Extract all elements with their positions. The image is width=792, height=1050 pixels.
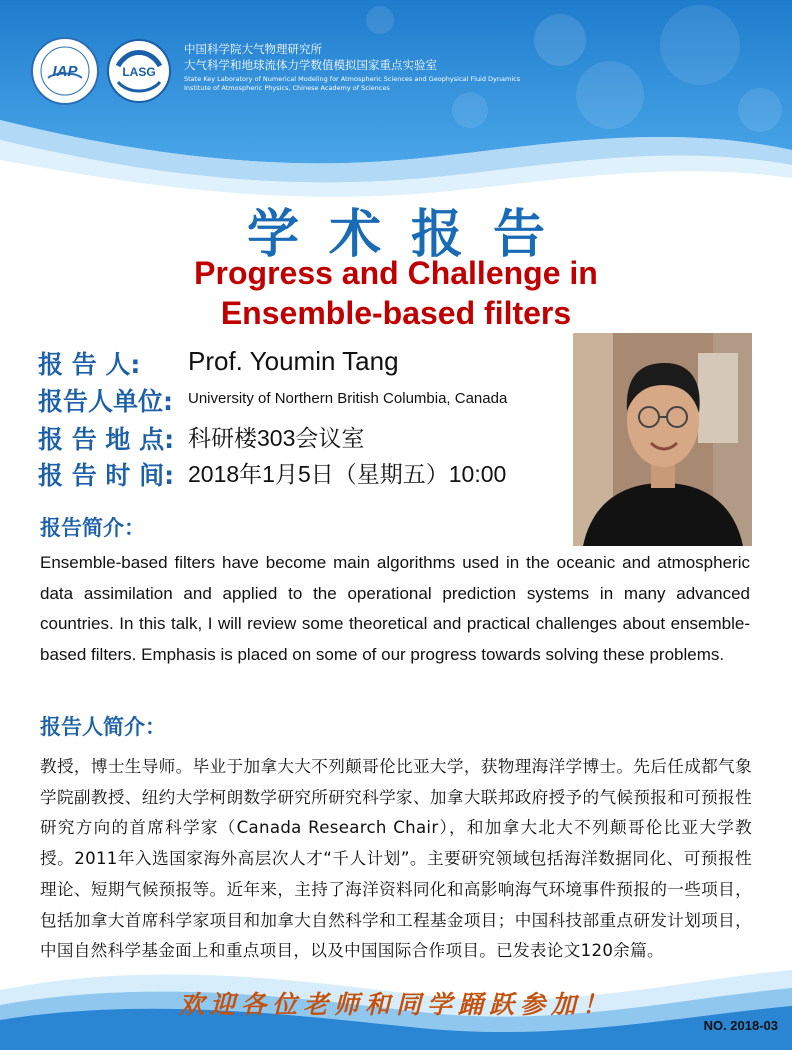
institute-name-cn: 中国科学院大气物理研究所: [184, 42, 322, 56]
abstract-heading: 报告简介：: [40, 516, 145, 540]
time-value: 2018年1月5日（星期五）10:00: [188, 461, 507, 487]
speaker-name: Prof. Youmin Tang: [188, 346, 399, 376]
talk-title-line1: Progress and Challenge in: [194, 255, 598, 291]
location-label: 报 告 地 点:: [38, 425, 175, 454]
speaker-photo: [573, 333, 752, 546]
report-number: NO. 2018-03: [703, 1018, 778, 1033]
lab-name-en: State Key Laboratory of Numerical Modeling for Atmospheric Sciences and Geophysical Fluid Dynamics: [184, 75, 521, 83]
speaker-label: 报 告 人:: [38, 350, 141, 379]
svg-text:IAP: IAP: [52, 63, 78, 80]
time-label: 报 告 时 间:: [38, 461, 175, 490]
bio-heading: 报告人简介：: [40, 715, 166, 739]
abstract-text: Ensemble-based filters have become main algorithms used in the oceanic and atmospheric data assimilation and applied to the operational prediction systems in many advanced countries. In this talk, I will review some theoretical and practical challenges about ensemble-based filters. Emphasis is placed on some of our progress towards solving these problems.: [40, 553, 750, 664]
talk-title-line2: Ensemble-based filters: [220, 295, 572, 331]
bio-text: 教授，博士生导师。毕业于加拿大大不列颠哥伦比亚大学，获物理海洋学博士。先后任成都气象学院副教授、纽约大学柯朗数学研究所研究科学家、加拿大联邦政府授予的气候预报和可预报性研究方向的首席科学家（Canada Research Chair），和加拿大北大不列颠哥伦比亚大学教授。2011年入选国家海外高层次人才“千人计划”。主要研究领域包括海洋数据同化、可预报性理论、短期气候预报等。近年来，主持了海洋资料同化和高影响海气环境事件预报的一些项目，包括加拿大首席科学家项目和加拿大自然科学和工程基金项目；中国科技部重点研发计划项目，中国自然科学基金面上和重点项目，以及中国国际合作项目。已发表论文120余篇。: [40, 757, 752, 961]
lasg-logo: [106, 38, 172, 104]
lab-name-cn: 大气科学和地球流体力学数值模拟国家重点实验室: [184, 58, 437, 72]
institute-name-en: Institute of Atmospheric Physics, Chinese Academy of Sciences: [184, 84, 390, 92]
location-value: 科研楼303会议室: [188, 425, 365, 451]
welcome-message: 欢迎各位老师和同学踊跃参加！: [178, 990, 613, 1019]
affiliation-label: 报告人单位:: [38, 387, 173, 416]
iap-logo: [30, 36, 100, 106]
svg-text:LASG: LASG: [122, 65, 156, 79]
page-title: 学术报告: [246, 204, 575, 265]
speaker-affiliation: University of Northern British Columbia, Canada: [188, 390, 508, 407]
